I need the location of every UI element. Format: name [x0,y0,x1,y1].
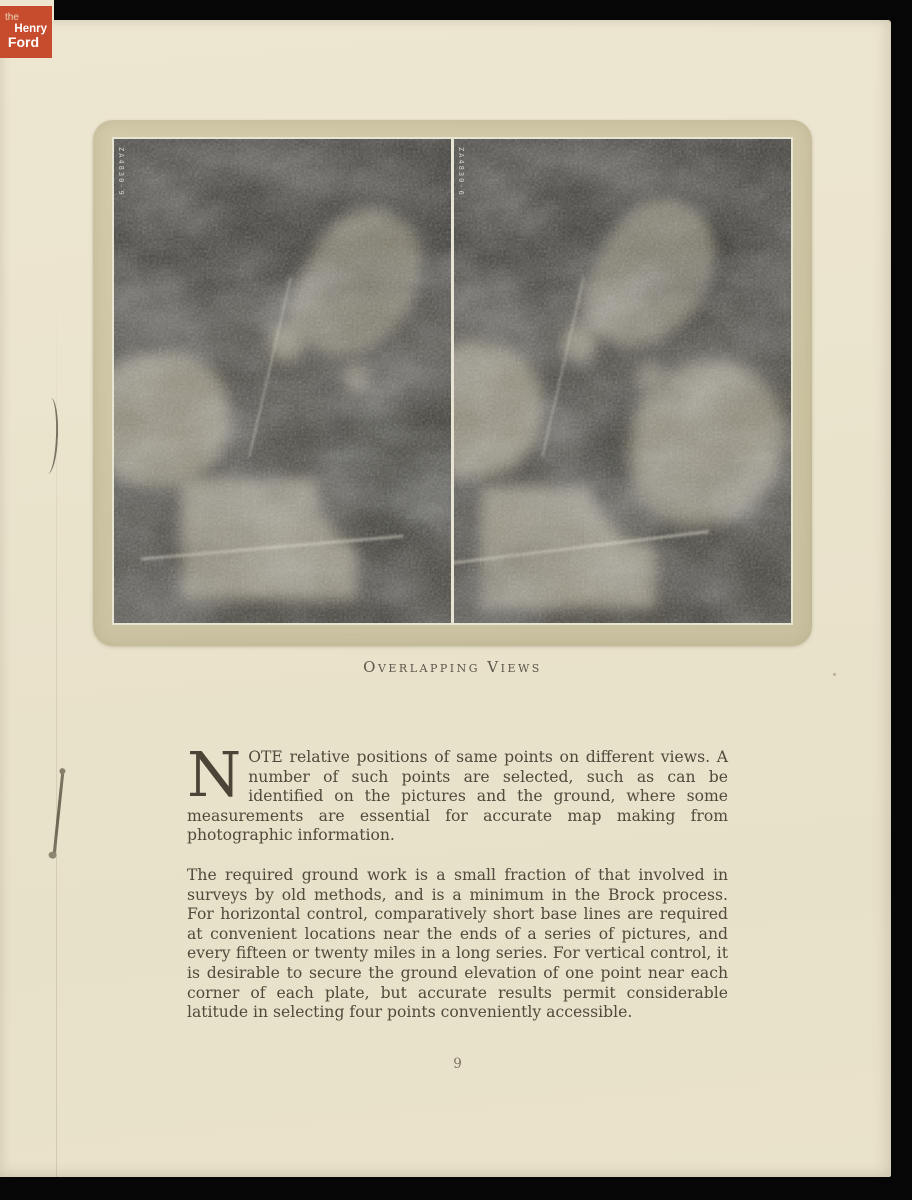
henry-ford-logo [0,6,52,58]
logo-henry: Henry [14,23,47,35]
photo-frame [112,137,793,625]
photo-grain [114,139,451,623]
photo-id-mark: ZA4830-6 [457,147,465,197]
paragraph-groundwork: The required ground work is a small fraction of that involved in surveys by old methods, and is a minimum in the Brock process. For horizontal control, comparatively short base lines are required at convenient locations near the ends of a series of pictures, and every fifteen or twenty miles in a long series. For vertical control, it is desirable to secure the ground elevation of one point near each corner of each plate, but accurate results permit considerable latitude in selecting four points conveniently accessible. [187,865,728,1022]
photo-id-mark: ZA4830-9 [117,147,125,197]
scanned-page [0,20,891,1177]
photo-mat [93,120,812,646]
logo-the: the [5,12,19,23]
aerial-photo-right [454,139,791,623]
drop-cap: N [187,738,242,811]
paper-speck [833,673,836,676]
figure-caption: Overlapping Views [363,658,542,676]
paragraph-note-text: OTE relative positions of same points on different views. A number of such points are selected, such as can be identified on the pictures and the ground, where some measurements are essential for accurate map making from photographic information. [187,748,728,845]
logo-ford: Ford [7,34,39,50]
aerial-photo-left [114,139,451,623]
paragraph-note [187,738,728,846]
page-number: 9 [453,1056,462,1072]
photo-grain [454,139,791,623]
body-text [187,738,728,1023]
